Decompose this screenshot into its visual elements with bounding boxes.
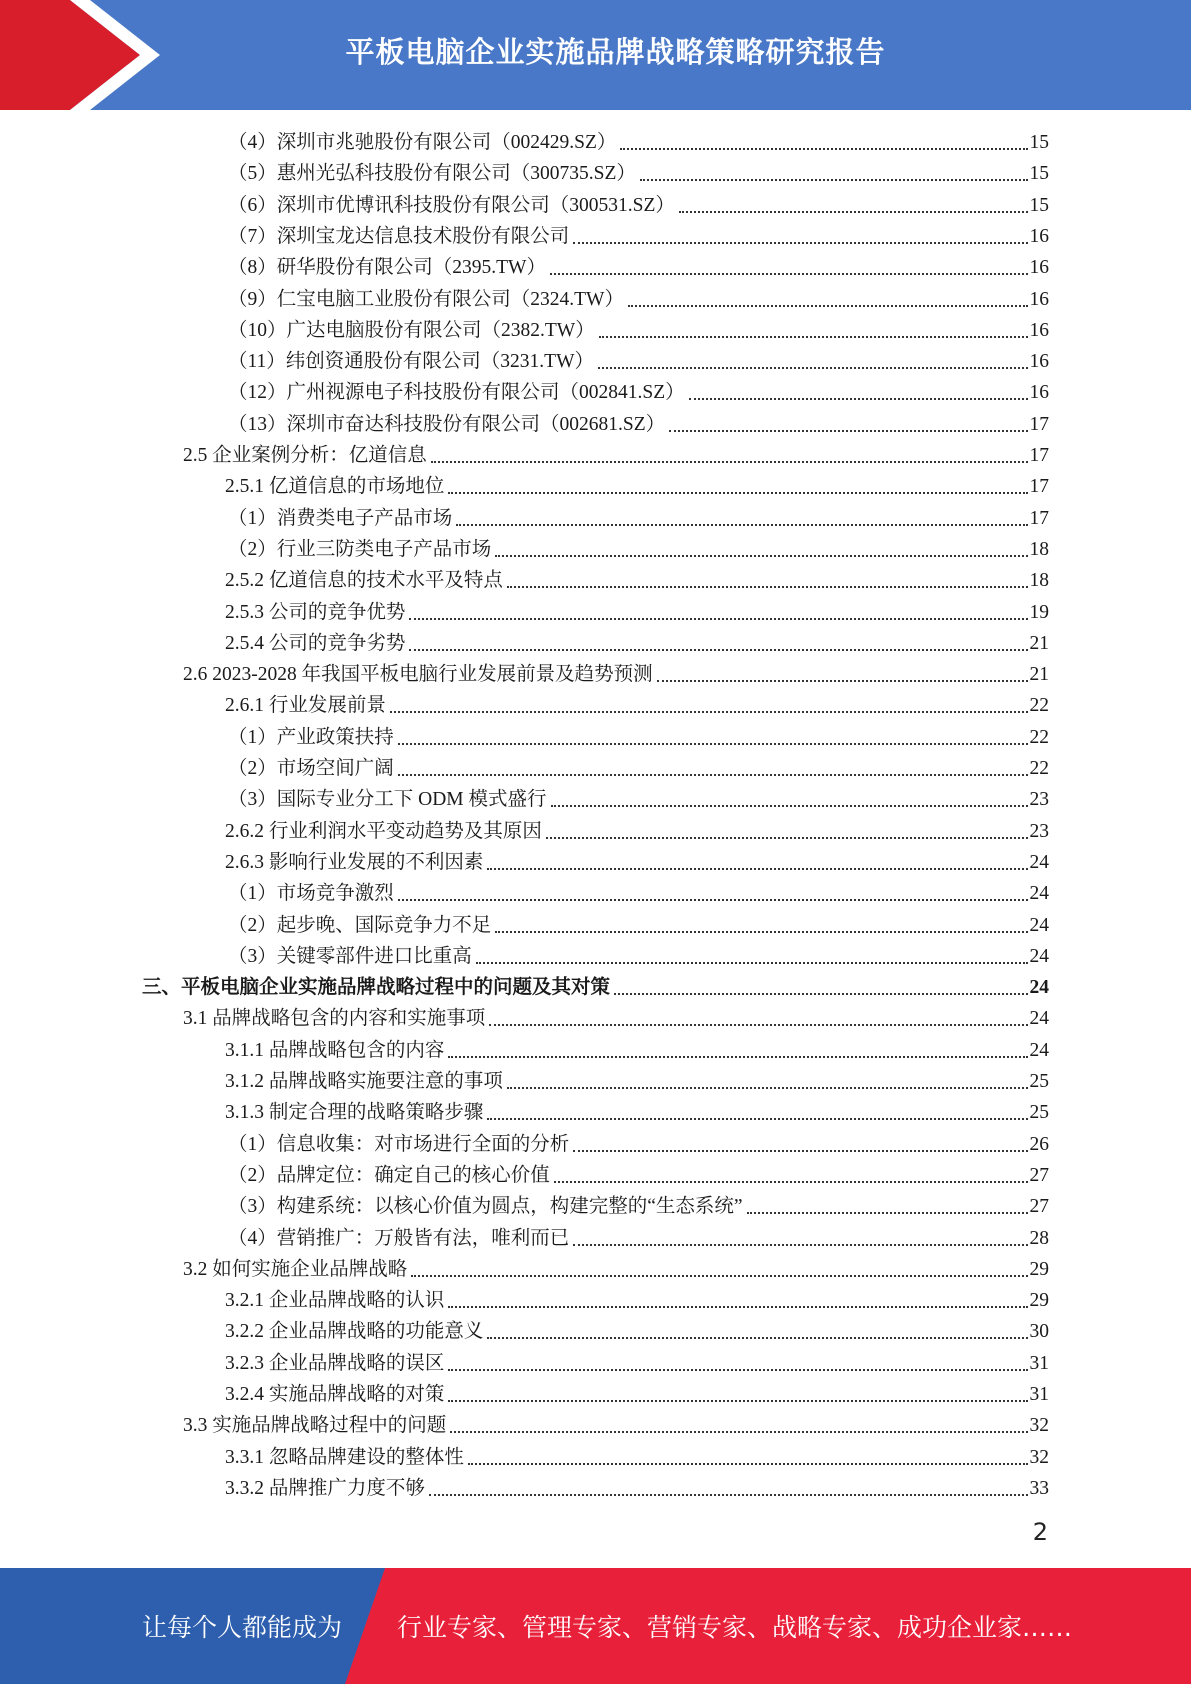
toc-entry-page: 33 [1029, 1477, 1049, 1499]
toc-entry[interactable] [225, 597, 1049, 628]
toc-entry[interactable] [225, 1066, 1049, 1097]
toc-dot-leader [429, 1494, 1028, 1496]
toc-entry-page: 32 [1029, 1446, 1049, 1468]
toc-entry[interactable] [183, 440, 1049, 471]
toc-entry-page: 31 [1029, 1352, 1049, 1374]
toc-entry-page: 25 [1029, 1102, 1049, 1124]
toc-entry-page: 22 [1029, 695, 1049, 717]
toc-entry[interactable] [225, 1442, 1049, 1473]
toc-entry-label: （5）惠州光弘科技股份有限公司（300735.SZ） [228, 163, 636, 185]
toc-entry-label: 2.5.3 公司的竞争优势 [225, 601, 406, 623]
toc-entry[interactable] [228, 1160, 1049, 1191]
toc-entry-page: 24 [1029, 851, 1049, 873]
toc-dot-leader [409, 618, 1027, 620]
toc-entry-label: （7）深圳宝龙达信息技术股份有限公司 [228, 225, 570, 247]
footer-slogan-right: 行业专家、管理专家、营销专家、战略专家、成功企业家…… [397, 1613, 1073, 1642]
toc-entry-label: 3.2 如何实施企业品牌战略 [183, 1258, 408, 1280]
toc-entry-label: （9）仁宝电脑工业股份有限公司（2324.TW） [228, 288, 624, 310]
page-number: 2 [1032, 1518, 1048, 1546]
toc-dot-leader [390, 711, 1028, 713]
toc-entry[interactable] [228, 1129, 1049, 1160]
toc-entry[interactable] [228, 878, 1049, 909]
toc-dot-leader [448, 1306, 1027, 1308]
toc-dot-leader [747, 1212, 1028, 1214]
toc-entry-label: 3.3.1 忽略品牌建设的整体性 [225, 1446, 464, 1468]
toc-entry-page: 27 [1029, 1164, 1049, 1186]
toc-entry-label: 2.6.3 影响行业发展的不利因素 [225, 851, 484, 873]
toc-entry-label: 3.1.2 品牌战略实施要注意的事项 [225, 1071, 503, 1092]
toc-entry-page: 17 [1029, 507, 1049, 529]
toc-dot-leader [507, 1087, 1028, 1089]
toc-entry-page: 31 [1029, 1384, 1049, 1405]
toc-entry-label: （2）品牌定位：确定自己的核心价值 [228, 1164, 550, 1186]
toc-dot-leader [431, 461, 1028, 463]
toc-entry-label: 3.2.2 企业品牌战略的功能意义 [225, 1321, 484, 1343]
toc-entry[interactable] [228, 534, 1049, 565]
toc-dot-leader [411, 1275, 1027, 1277]
toc-entry-label: 2.6.2 行业利润水平变动趋势及其原因 [225, 820, 542, 842]
toc-entry-page: 16 [1029, 225, 1049, 247]
toc-dot-leader [598, 367, 1028, 369]
toc-dot-leader [551, 805, 1028, 807]
toc-entry-page: 17 [1029, 476, 1049, 498]
toc-entry[interactable] [225, 1348, 1049, 1379]
toc-entry[interactable] [228, 409, 1049, 440]
toc-entry-page: 28 [1029, 1227, 1049, 1249]
toc-entry[interactable] [228, 941, 1049, 972]
toc-entry[interactable] [228, 252, 1049, 283]
toc-dot-leader [628, 305, 1028, 307]
toc-dot-leader [679, 211, 1028, 213]
toc-entry-label: 3.2.3 企业品牌战略的误区 [225, 1352, 445, 1374]
toc-entry-label: （11）纬创资通股份有限公司（3231.TW） [228, 351, 594, 373]
toc-entry-page: 23 [1029, 820, 1049, 842]
page-footer [0, 1568, 1191, 1684]
toc-dot-leader [554, 1181, 1028, 1183]
toc-entry-label: 2.5.1 亿道信息的市场地位 [225, 476, 445, 498]
toc-dot-leader [573, 1244, 1027, 1246]
toc-dot-leader [573, 242, 1027, 244]
toc-entry-page: 23 [1029, 789, 1049, 811]
toc-entry-label: （8）研华股份有限公司（2395.TW） [228, 257, 546, 279]
toc-entry-label: 2.5 企业案例分析：亿道信息 [183, 445, 427, 466]
toc-entry-label: 3.1.1 品牌战略包含的内容 [225, 1039, 445, 1061]
toc-entry-page: 27 [1029, 1196, 1049, 1218]
toc-dot-leader [448, 1369, 1027, 1371]
toc-dot-leader [398, 899, 1028, 901]
toc-entry-label: （4）深圳市兆驰股份有限公司（002429.SZ） [228, 132, 617, 153]
toc-dot-leader [468, 1463, 1028, 1465]
toc-entry-page: 24 [1029, 1008, 1049, 1030]
toc-entry[interactable] [228, 784, 1049, 815]
toc-entry-label: （1）市场竞争激烈 [228, 883, 394, 905]
toc-entry[interactable] [183, 1410, 1049, 1441]
toc-entry-label: 3.1.3 制定合理的战略策略步骤 [225, 1102, 484, 1124]
toc-entry[interactable] [225, 1285, 1049, 1316]
toc-entry-page: 32 [1029, 1415, 1049, 1437]
toc-entry-page: 18 [1029, 570, 1049, 592]
toc-entry-page: 15 [1029, 194, 1049, 216]
document-title: 平板电脑企业实施品牌战略策略研究报告 [345, 34, 886, 69]
toc-dot-leader [573, 1150, 1027, 1152]
toc-dot-leader [398, 743, 1028, 745]
toc-dot-leader [456, 524, 1027, 526]
toc-entry[interactable] [142, 972, 1049, 1003]
toc-entry-label: 3.3.2 品牌推广力度不够 [225, 1477, 425, 1499]
toc-entry[interactable] [225, 628, 1049, 659]
toc-entry[interactable] [228, 377, 1049, 408]
toc-entry-page: 24 [1029, 977, 1049, 999]
toc-entry-label: （4）营销推广：万般皆有法，唯利而已 [228, 1227, 570, 1249]
toc-entry[interactable] [225, 565, 1049, 596]
toc-dot-leader [495, 555, 1027, 557]
toc-entry-page: 30 [1029, 1321, 1049, 1343]
toc-dot-leader [640, 179, 1028, 181]
toc-dot-leader [546, 837, 1028, 839]
toc-entry-page: 17 [1029, 445, 1049, 466]
toc-entry-page: 16 [1029, 351, 1049, 373]
toc-entry-page: 15 [1029, 132, 1049, 153]
toc-entry-label: 三、平板电脑企业实施品牌战略过程中的问题及其对策 [142, 977, 611, 999]
toc-entry-page: 17 [1029, 413, 1049, 435]
toc-entry-page: 16 [1029, 382, 1049, 404]
toc-entry-label: （1）信息收集：对市场进行全面的分析 [228, 1133, 570, 1155]
toc-entry-page: 26 [1029, 1133, 1049, 1155]
footer-slogan-left: 让每个人都能成为 [142, 1613, 343, 1642]
toc-dot-leader [398, 774, 1028, 776]
toc-dot-leader [448, 1400, 1027, 1402]
toc-entry-label: 2.6 2023-2028 年我国平板电脑行业发展前景及趋势预测 [183, 664, 653, 686]
toc-dot-leader [487, 868, 1027, 870]
toc-entry-label: （2）起步晚、国际竞争力不足 [228, 914, 492, 936]
toc-entry-label: 3.2.4 实施品牌战略的对策 [225, 1384, 445, 1405]
toc-dot-leader [448, 492, 1027, 494]
toc-entry-page: 24 [1029, 914, 1049, 936]
toc-entry[interactable] [225, 1379, 1049, 1410]
toc-entry[interactable] [225, 1097, 1049, 1128]
toc-dot-leader [620, 148, 1027, 150]
toc-entry-label: 3.3 实施品牌战略过程中的问题 [183, 1415, 447, 1437]
toc-entry-page: 21 [1029, 664, 1049, 686]
toc-entry-page: 19 [1029, 601, 1049, 623]
toc-dot-leader [487, 1337, 1027, 1339]
toc-entry-page: 16 [1029, 288, 1049, 310]
toc-entry[interactable] [225, 847, 1049, 878]
toc-entry-label: 2.5.2 亿道信息的技术水平及特点 [225, 570, 503, 592]
toc-entry-label: 2.5.4 公司的竞争劣势 [225, 632, 406, 654]
toc-entry-label: （13）深圳市奋达科技股份有限公司（002681.SZ） [228, 413, 666, 435]
toc-entry[interactable] [183, 659, 1049, 690]
toc-entry[interactable] [228, 503, 1049, 534]
toc-entry[interactable] [228, 315, 1049, 346]
toc-entry-label: （2）行业三防类电子产品市场 [228, 538, 492, 560]
toc-dot-leader [657, 680, 1028, 682]
toc-entry[interactable] [225, 816, 1049, 847]
toc-entry-page: 22 [1029, 726, 1049, 748]
toc-dot-leader [689, 398, 1028, 400]
toc-entry-label: （6）深圳市优博讯科技股份有限公司（300531.SZ） [228, 194, 675, 216]
toc-entry-page: 24 [1029, 945, 1049, 967]
toc-entry-page: 16 [1029, 319, 1049, 341]
page-header [0, 0, 1191, 110]
toc-entry[interactable] [228, 346, 1049, 377]
toc-entry-page: 22 [1029, 758, 1049, 779]
toc-entry[interactable] [225, 1316, 1049, 1347]
toc-entry-label: 3.2.1 企业品牌战略的认识 [225, 1290, 445, 1312]
toc-entry[interactable] [228, 284, 1049, 315]
toc-entry-label: （2）市场空间广阔 [228, 758, 394, 779]
toc-entry[interactable] [228, 127, 1049, 158]
toc-entry-label: （3）关键零部件进口比重高 [228, 945, 472, 967]
toc-entry[interactable] [228, 158, 1049, 189]
toc-entry-page: 15 [1029, 163, 1049, 185]
toc-dot-leader [669, 430, 1027, 432]
toc-entry-page: 16 [1029, 257, 1049, 279]
toc-entry-label: （1）产业政策扶持 [228, 726, 394, 748]
toc-entry-page: 24 [1029, 1039, 1049, 1061]
toc-dot-leader [409, 649, 1027, 651]
toc-dot-leader [507, 586, 1028, 588]
toc-entry-label: 2.6.1 行业发展前景 [225, 695, 386, 717]
toc-entry-page: 29 [1029, 1258, 1049, 1280]
toc-dot-leader [448, 1056, 1027, 1058]
toc-dot-leader [487, 1118, 1027, 1120]
toc-dot-leader [614, 993, 1027, 995]
toc-entry[interactable] [228, 190, 1049, 221]
toc-entry-page: 21 [1029, 632, 1049, 654]
toc-entry-label: （3）国际专业分工下 ODM 模式盛行 [228, 789, 547, 811]
toc-entry-label: （12）广州视源电子科技股份有限公司（002841.SZ） [228, 382, 685, 404]
toc-dot-leader [450, 1431, 1027, 1433]
toc-dot-leader [476, 962, 1028, 964]
toc-dot-leader [599, 336, 1028, 338]
toc-entry[interactable] [228, 753, 1049, 784]
toc-dot-leader [550, 273, 1028, 275]
toc-entry[interactable] [228, 1223, 1049, 1254]
toc-entry[interactable] [225, 1473, 1049, 1504]
toc-entry-label: （1）消费类电子产品市场 [228, 507, 453, 529]
toc-entry[interactable] [183, 1003, 1049, 1034]
toc-entry[interactable] [228, 1191, 1049, 1222]
toc-entry-label: （3）构建系统：以核心价值为圆点，构建完整的“生态系统” [228, 1196, 743, 1218]
toc-dot-leader [495, 931, 1027, 933]
toc-entry-page: 29 [1029, 1290, 1049, 1312]
toc-entry[interactable] [225, 471, 1049, 502]
toc-entry-page: 18 [1029, 538, 1049, 560]
toc-entry-label: 3.1 品牌战略包含的内容和实施事项 [183, 1008, 486, 1030]
toc-entry[interactable] [228, 221, 1049, 252]
toc-entry-page: 25 [1029, 1071, 1049, 1092]
toc-entry[interactable] [225, 690, 1049, 721]
toc-entry[interactable] [225, 1035, 1049, 1066]
toc-entry[interactable] [183, 1254, 1049, 1285]
toc-dot-leader [489, 1024, 1027, 1026]
toc-entry[interactable] [228, 910, 1049, 941]
toc-entry-label: （10）广达电脑股份有限公司（2382.TW） [228, 319, 595, 341]
toc-entry[interactable] [228, 722, 1049, 753]
toc-entry-page: 24 [1029, 883, 1049, 905]
